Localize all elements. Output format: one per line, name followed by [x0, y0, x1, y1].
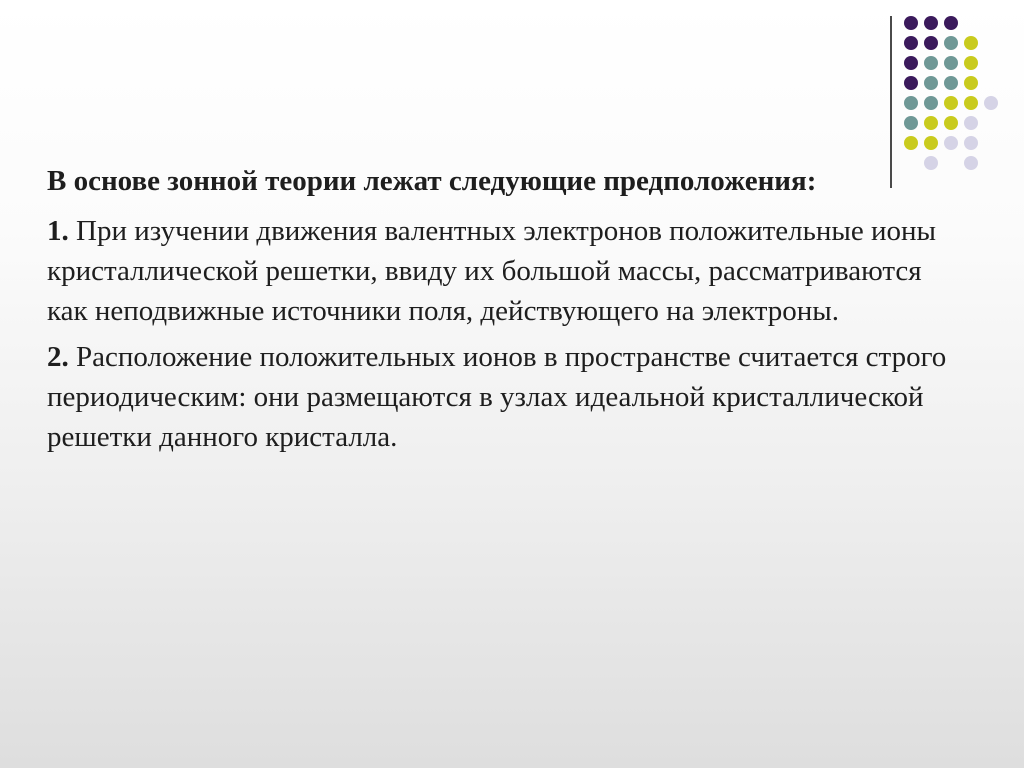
decorative-dot — [964, 116, 978, 130]
decorative-dot — [964, 56, 978, 70]
decorative-dot — [904, 36, 918, 50]
decorative-dot — [944, 116, 958, 130]
decorative-dot — [924, 136, 938, 150]
decorative-dot — [944, 96, 958, 110]
decorative-dot — [904, 16, 918, 30]
decorative-dot — [904, 56, 918, 70]
slide-body — [47, 161, 947, 463]
decorative-dot — [984, 96, 998, 110]
decorative-dot — [904, 96, 918, 110]
decorative-dot — [944, 56, 958, 70]
list-item-number: 1. — [47, 215, 69, 247]
decorative-dot — [944, 16, 958, 30]
decorative-dot — [964, 76, 978, 90]
list-item-text: Расположение положительных ионов в пространстве считается строго периодическим: они размещаются в узлах идеальной кристаллической решетки данного кристалла. — [47, 341, 947, 453]
decorative-dot — [904, 116, 918, 130]
decorative-dot — [964, 96, 978, 110]
decorative-dot — [964, 36, 978, 50]
decorative-dot — [904, 76, 918, 90]
decorative-dot — [924, 116, 938, 130]
decorative-dot — [964, 156, 978, 170]
decorative-dot — [964, 136, 978, 150]
list-item-1 — [47, 211, 947, 331]
decorative-dot — [944, 36, 958, 50]
decorative-dot — [924, 36, 938, 50]
list-item-number: 2. — [47, 341, 69, 373]
decorative-dot — [924, 96, 938, 110]
list-item-text: При изучении движения валентных электронов положительные ионы кристаллической решетки, ввиду их большой массы, рассматриваются как неподвижные источники поля, действующего на электроны. — [47, 215, 936, 327]
decorative-dot — [924, 56, 938, 70]
decorative-dot — [924, 76, 938, 90]
decorative-dot — [944, 136, 958, 150]
list-item-2 — [47, 337, 947, 457]
slide-heading: В основе зонной теории лежат следующие предположения: — [47, 165, 817, 197]
decorative-dot — [904, 136, 918, 150]
decorative-dot — [924, 16, 938, 30]
decorative-dot — [944, 76, 958, 90]
